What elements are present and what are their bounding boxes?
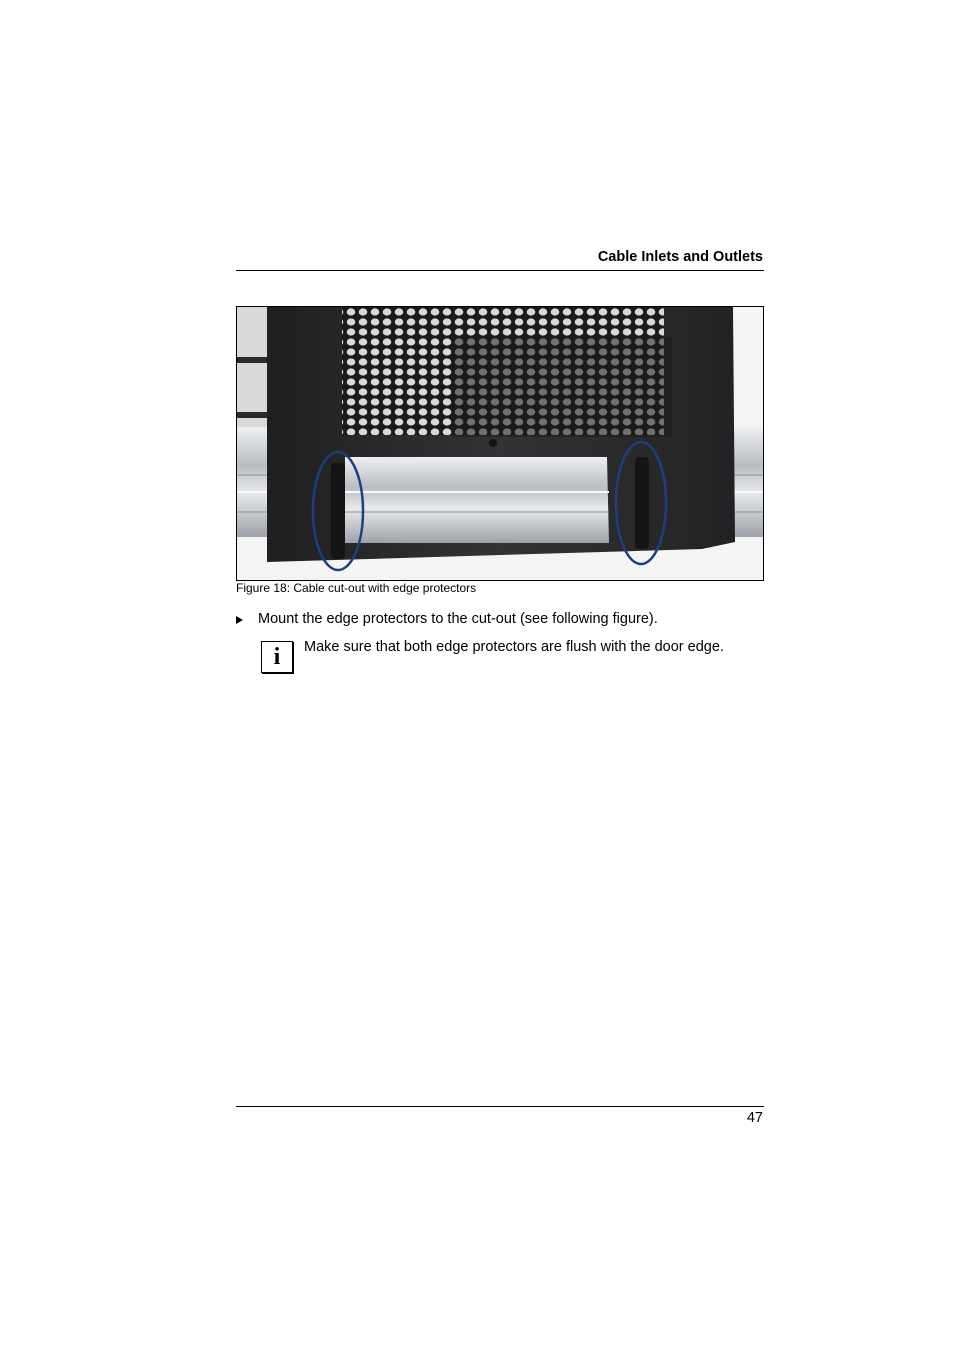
- figure-photo: [236, 306, 764, 581]
- cabinet-door-illustration: [237, 307, 763, 580]
- figure-caption: Figure 18: Cable cut-out with edge protectors: [236, 581, 477, 595]
- page-number: 47: [746, 1110, 763, 1126]
- triangle-bullet-icon: [236, 616, 243, 624]
- instruction-text: Mount the edge protectors to the cut-out (see following figure).: [258, 611, 658, 627]
- note-text: Make sure that both edge protectors are flush with the door edge.: [304, 639, 724, 655]
- running-header: Cable Inlets and Outlets: [597, 249, 763, 265]
- header-rule: [236, 270, 764, 271]
- footer-rule: [236, 1106, 764, 1107]
- instruction-step: [236, 611, 658, 627]
- info-icon: i: [261, 641, 293, 673]
